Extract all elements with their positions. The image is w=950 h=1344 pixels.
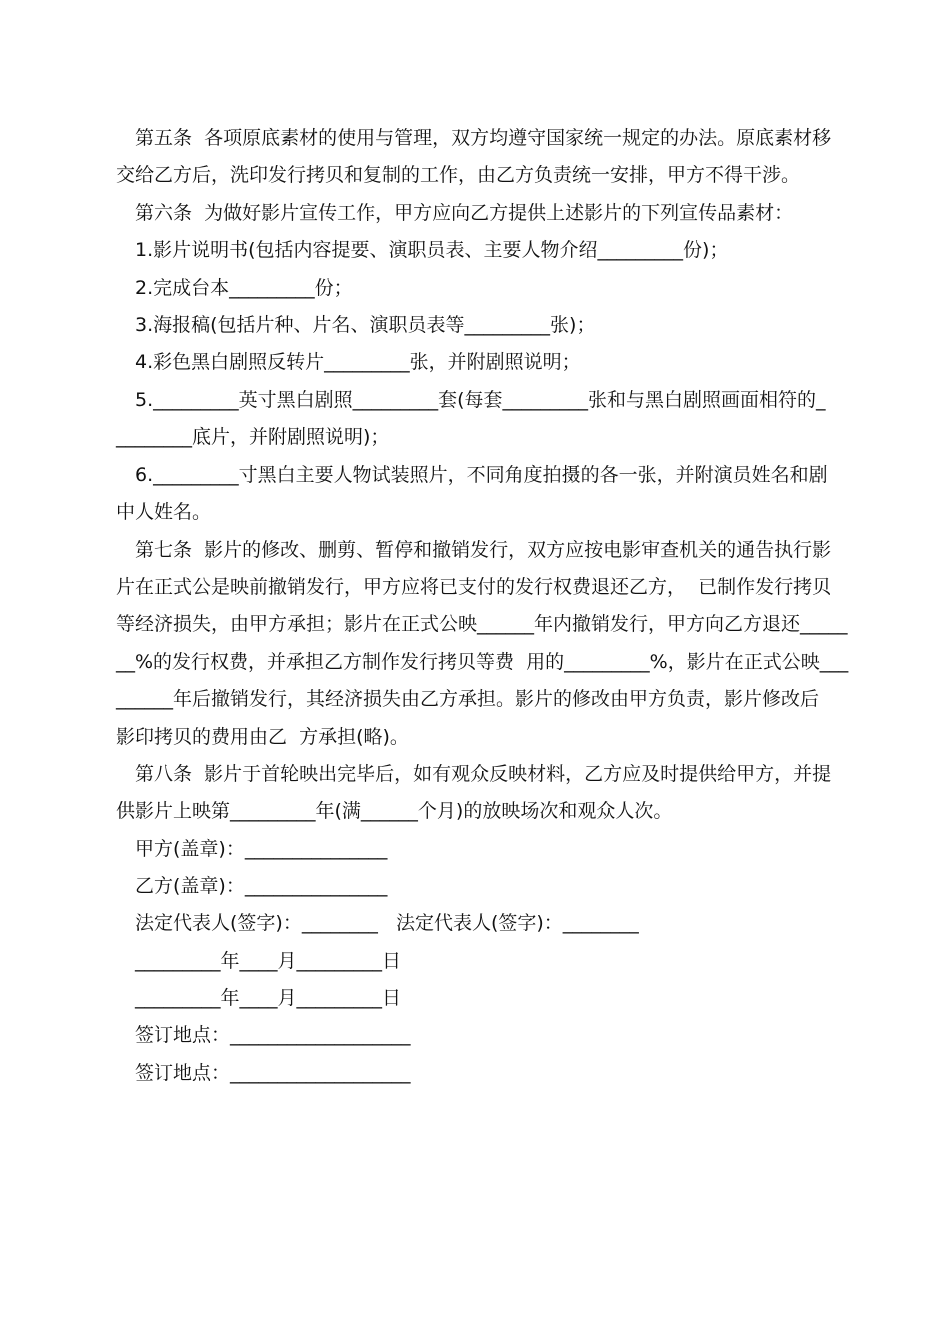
- date-line-2: _________年____月_________日: [135, 987, 402, 1009]
- article-6-item-5-line-2: ________底片，并附剧照说明)；: [116, 426, 390, 448]
- article-6-item-4: 4.彩色黑白剧照反转片_________张，并附剧照说明；: [135, 351, 581, 373]
- legal-representative-signature-line: 法定代表人(签字)：________ 法定代表人(签字)：________: [135, 912, 639, 934]
- article-6-item-6-line-2: 中人姓名。: [116, 501, 212, 523]
- article-5-line-2: 交给乙方后，洗印发行拷贝和复制的工作，由乙方负责统一安排，甲方不得干涉。: [116, 164, 801, 186]
- article-7-line-6: 影印拷贝的费用由乙 方承担(略)。: [116, 726, 409, 748]
- party-a-seal-line: 甲方(盖章)：_______________: [135, 838, 388, 860]
- article-7-line-1: 第七条 影片的修改、删剪、暂停和撤销发行，双方应按电影审查机关的通告执行影: [135, 539, 832, 561]
- article-7-line-3: 等经济损失，由甲方承担；影片在正式公映______年内撤销发行，甲方向乙方退还_____: [116, 613, 848, 635]
- article-6-heading: 第六条 为做好影片宣传工作，甲方应向乙方提供上述影片的下列宣传品素材：: [135, 202, 794, 224]
- article-6-item-3: 3.海报稿(包括片种、片名、演职员表等_________张)；: [135, 314, 596, 336]
- article-7-line-2: 片在正式公是映前撤销发行，甲方应将已支付的发行权费退还乙方， 已制作发行拷贝: [116, 576, 832, 598]
- article-6-item-2: 2.完成台本_________份；: [135, 277, 353, 299]
- signing-place-line-1: 签订地点：___________________: [135, 1024, 411, 1046]
- article-8-line-2: 供影片上映第_________年(满______个月)的放映场次和观众人次。: [116, 800, 673, 822]
- article-7-line-4: __%的发行权费，并承担乙方制作发行拷贝等费 用的_________%，影片在正式公映___: [116, 651, 849, 673]
- article-8-line-1: 第八条 影片于首轮映出完毕后，如有观众反映材料，乙方应及时提供给甲方，并提: [135, 763, 832, 785]
- article-6-item-1: 1.影片说明书(包括内容提要、演职员表、主要人物介绍_________份)；: [135, 239, 729, 261]
- article-6-item-6-line-1: 6._________寸黑白主要人物试装照片，不同角度拍摄的各一张，并附演员姓名和剧: [135, 464, 828, 486]
- article-5-line-1: 第五条 各项原底素材的使用与管理，双方均遵守国家统一规定的办法。原底素材移: [135, 127, 832, 149]
- party-b-seal-line: 乙方(盖章)：_______________: [135, 875, 388, 897]
- article-7-line-5: ______年后撤销发行，其经济损失由乙方承担。影片的修改由甲方负责，影片修改后: [116, 688, 820, 710]
- date-line-1: _________年____月_________日: [135, 950, 402, 972]
- signing-place-line-2: 签订地点：___________________: [135, 1062, 411, 1084]
- article-6-item-5-line-1: 5._________英寸黑白剧照_________套(每套_________张和与黑白剧照画面相符的_: [135, 389, 826, 411]
